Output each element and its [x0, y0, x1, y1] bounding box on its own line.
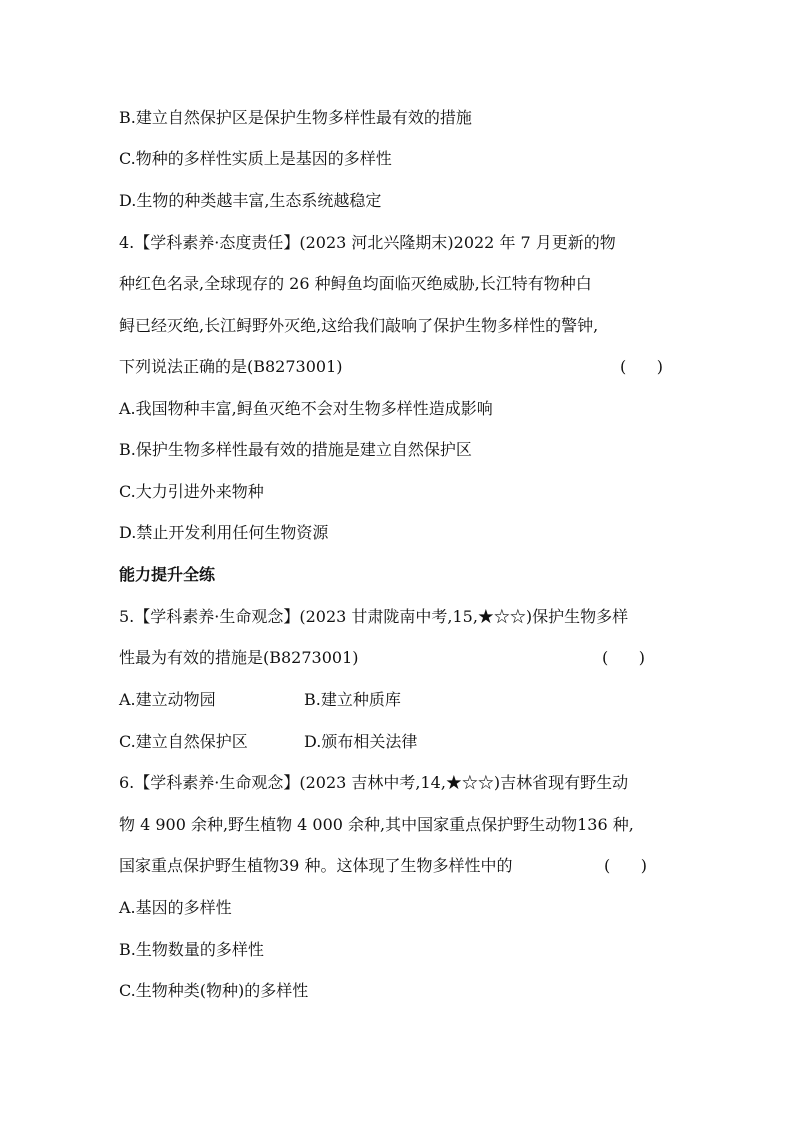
question-4-line-2: 种红色名录,全球现存的 26 种鲟鱼均面临灭绝威胁,长江特有物种白 [119, 274, 592, 293]
option-4c: C.大力引进外来物种 [119, 482, 264, 501]
option-3d: D.生物的种类越丰富,生态系统越稳定 [119, 191, 382, 210]
question-4-line-4: 下列说法正确的是(B8273001) [119, 357, 343, 376]
option-4a: A.我国物种丰富,鲟鱼灭绝不会对生物多样性造成影响 [119, 399, 493, 418]
option-6a: A.基因的多样性 [119, 898, 232, 917]
option-6c: C.生物种类(物种)的多样性 [119, 981, 309, 1000]
question-4-line-3: 鲟已经灭绝,长江鲟野外灭绝,这给我们敲响了保护生物多样性的警钟, [119, 316, 599, 335]
question-5-line-1: 5.【学科素养·生命观念】(2023 甘肃陇南中考,15,★☆☆)保护生物多样 [119, 607, 629, 626]
question-4-answer-blank: ( ) [620, 357, 663, 376]
question-6-line-2: 物 4 900 余种,野生植物 4 000 余种,其中国家重点保护野生动物136 种, [119, 815, 634, 834]
question-6-answer-blank: ( ) [604, 856, 647, 875]
option-3c: C.物种的多样性实质上是基因的多样性 [119, 149, 392, 168]
question-5-answer-blank: ( ) [602, 648, 645, 667]
option-6b: B.生物数量的多样性 [119, 940, 264, 959]
question-5-line-2: 性最为有效的措施是(B8273001) [119, 648, 359, 667]
option-4d: D.禁止开发利用任何生物资源 [119, 523, 329, 542]
option-3b: B.建立自然保护区是保护生物多样性最有效的措施 [119, 108, 472, 127]
option-5a: A.建立动物园 [119, 690, 216, 709]
question-4-line-1: 4.【学科素养·态度责任】(2023 河北兴隆期末)2022 年 7 月更新的物 [119, 233, 616, 252]
option-5c: C.建立自然保护区 [119, 732, 248, 751]
section-heading: 能力提升全练 [119, 565, 216, 584]
option-5b: B.建立种质库 [304, 690, 401, 709]
option-4b: B.保护生物多样性最有效的措施是建立自然保护区 [119, 440, 472, 459]
question-6-line-3: 国家重点保护野生植物39 种。这体现了生物多样性中的 [119, 856, 513, 875]
question-6-line-1: 6.【学科素养·生命观念】(2023 吉林中考,14,★☆☆)吉林省现有野生动 [119, 773, 629, 792]
option-5d: D.颁布相关法律 [304, 732, 418, 751]
